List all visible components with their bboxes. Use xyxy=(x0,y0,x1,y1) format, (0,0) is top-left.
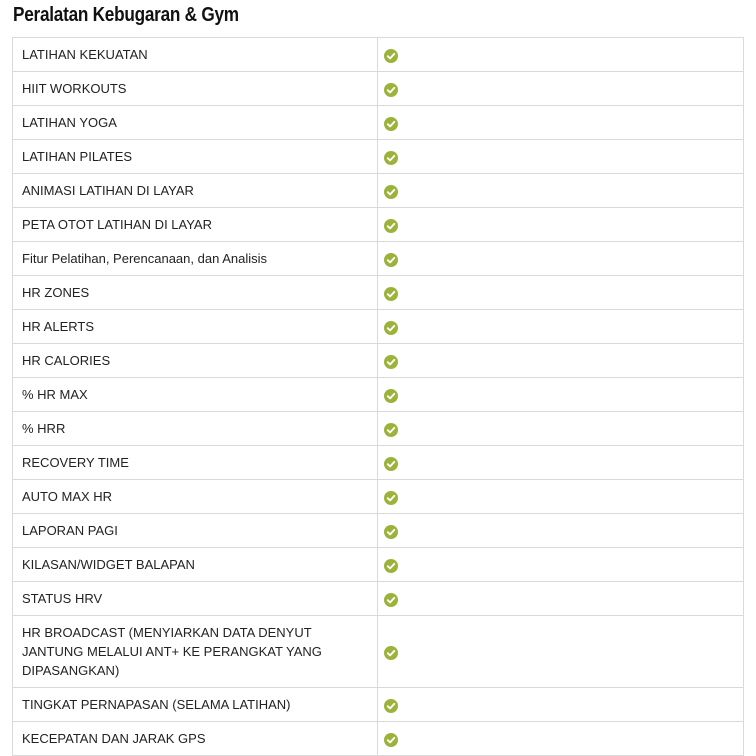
feature-table xyxy=(12,37,744,756)
feature-row xyxy=(13,106,744,140)
feature-label: HR ALERTS xyxy=(13,310,378,344)
check-circle-icon xyxy=(384,117,398,131)
feature-row xyxy=(13,310,744,344)
feature-label: LAPORAN PAGI xyxy=(13,514,378,548)
feature-label: STATUS HRV xyxy=(13,582,378,616)
feature-row xyxy=(13,616,744,688)
check-circle-icon xyxy=(384,423,398,437)
feature-support-cell xyxy=(378,140,744,174)
check-circle-icon xyxy=(384,491,398,505)
feature-support-cell xyxy=(378,582,744,616)
feature-row xyxy=(13,688,744,722)
check-circle-icon xyxy=(384,253,398,267)
feature-label: LATIHAN YOGA xyxy=(13,106,378,140)
feature-row xyxy=(13,548,744,582)
feature-label: ANIMASI LATIHAN DI LAYAR xyxy=(13,174,378,208)
feature-row xyxy=(13,242,744,276)
check-circle-icon xyxy=(384,457,398,471)
feature-support-cell xyxy=(378,344,744,378)
feature-support-cell xyxy=(378,688,744,722)
check-circle-icon xyxy=(384,389,398,403)
feature-row xyxy=(13,480,744,514)
feature-support-cell xyxy=(378,72,744,106)
check-circle-icon xyxy=(384,699,398,713)
feature-label: AUTO MAX HR xyxy=(13,480,378,514)
feature-support-cell xyxy=(378,722,744,756)
feature-support-cell xyxy=(378,242,744,276)
feature-support-cell xyxy=(378,548,744,582)
feature-row xyxy=(13,446,744,480)
feature-support-cell xyxy=(378,480,744,514)
feature-row xyxy=(13,276,744,310)
feature-row xyxy=(13,72,744,106)
feature-label: HR ZONES xyxy=(13,276,378,310)
feature-label: PETA OTOT LATIHAN DI LAYAR xyxy=(13,208,378,242)
check-circle-icon xyxy=(384,525,398,539)
feature-support-cell xyxy=(378,514,744,548)
check-circle-icon xyxy=(384,593,398,607)
feature-label: LATIHAN PILATES xyxy=(13,140,378,174)
feature-row xyxy=(13,514,744,548)
check-circle-icon xyxy=(384,151,398,165)
check-circle-icon xyxy=(384,321,398,335)
feature-label: % HR MAX xyxy=(13,378,378,412)
feature-row xyxy=(13,38,744,72)
check-circle-icon xyxy=(384,49,398,63)
feature-support-cell xyxy=(378,310,744,344)
check-circle-icon xyxy=(384,287,398,301)
feature-label: HR CALORIES xyxy=(13,344,378,378)
feature-table-body xyxy=(13,38,744,756)
feature-label: HIIT WORKOUTS xyxy=(13,72,378,106)
check-circle-icon xyxy=(384,185,398,199)
feature-support-cell xyxy=(378,412,744,446)
feature-label: RECOVERY TIME xyxy=(13,446,378,480)
feature-support-cell xyxy=(378,38,744,72)
check-circle-icon xyxy=(384,83,398,97)
feature-support-cell xyxy=(378,446,744,480)
feature-label: KECEPATAN DAN JARAK GPS xyxy=(13,722,378,756)
feature-label: HR BROADCAST (MENYIARKAN DATA DENYUT JANTUNG MELALUI ANT+ KE PERANGKAT YANG DIPASANGKAN) xyxy=(13,616,378,688)
feature-label: LATIHAN KEKUATAN xyxy=(13,38,378,72)
section-title: Peralatan Kebugaran & Gym xyxy=(13,4,239,26)
feature-support-cell xyxy=(378,378,744,412)
feature-row xyxy=(13,378,744,412)
feature-label: Fitur Pelatihan, Perencanaan, dan Analisis xyxy=(13,242,378,276)
feature-row xyxy=(13,344,744,378)
feature-support-cell xyxy=(378,174,744,208)
feature-row xyxy=(13,208,744,242)
check-circle-icon xyxy=(384,646,398,660)
feature-label: TINGKAT PERNAPASAN (SELAMA LATIHAN) xyxy=(13,688,378,722)
feature-row xyxy=(13,140,744,174)
feature-row xyxy=(13,412,744,446)
feature-row xyxy=(13,722,744,756)
feature-support-cell xyxy=(378,208,744,242)
feature-support-cell xyxy=(378,276,744,310)
feature-label: % HRR xyxy=(13,412,378,446)
feature-support-cell xyxy=(378,106,744,140)
check-circle-icon xyxy=(384,219,398,233)
feature-label: KILASAN/WIDGET BALAPAN xyxy=(13,548,378,582)
check-circle-icon xyxy=(384,355,398,369)
feature-row xyxy=(13,582,744,616)
check-circle-icon xyxy=(384,559,398,573)
feature-row xyxy=(13,174,744,208)
feature-support-cell xyxy=(378,616,744,688)
